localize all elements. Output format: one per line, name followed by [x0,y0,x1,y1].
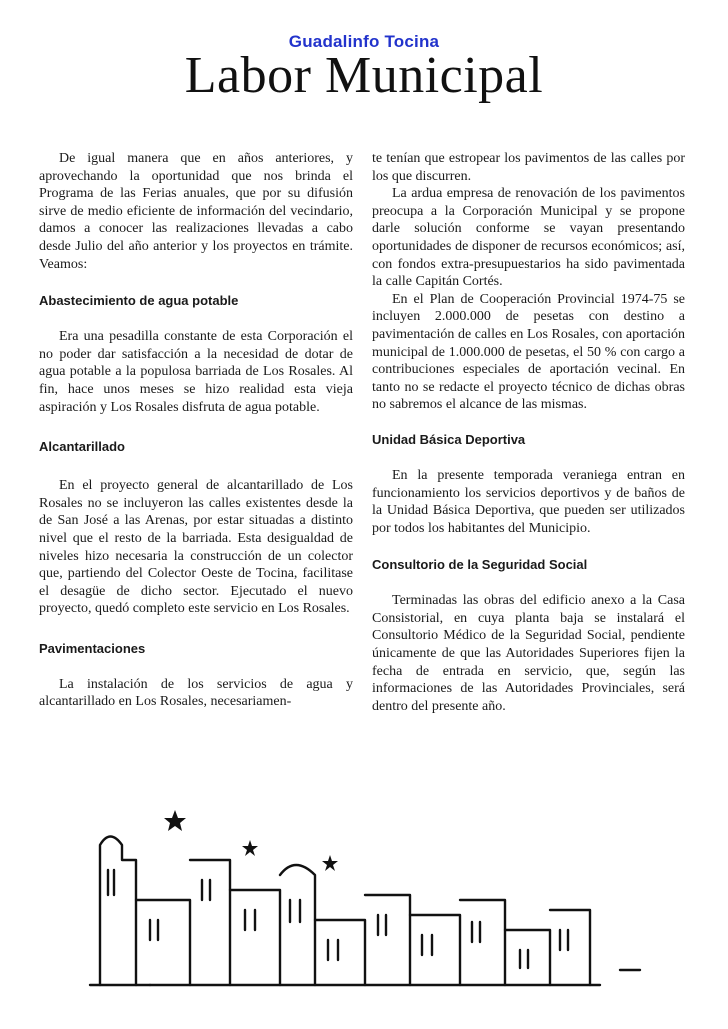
tower-outline [100,837,136,986]
tower-window [108,870,114,895]
house-window [290,900,300,922]
star-icon [242,840,258,856]
house-outline [136,900,190,985]
alcantarillado-heading: Alcantarillado [39,439,125,455]
consultorio-paragraph: Terminadas las obras del edificio anexo a la Casa Consistorial, en cuya planta baja se instalará el Consultorio Médico de la Seguridad Social, pendiente únicamente de que las Autoridades Superiores fijen la fecha de entrada en servicio, que, según las informaciones de las Autoridades Provinciales, será dentro del presente año. [372,593,685,714]
consultorio-heading: Consultorio de la Seguridad Social [372,557,588,573]
page-title: Labor Municipal [184,47,544,104]
house-window [328,940,338,960]
house-outline [280,865,315,985]
house-window [422,935,432,955]
pavimentaciones-paragraph: La instalación de los servicios de agua y alcantarillado en Los Rosales, necesariamen- [39,676,353,710]
star-icon [322,855,338,871]
village-illustration [80,800,660,990]
house-window [202,880,210,900]
deportiva-paragraph: En la presente temporada veraniega entran en funcionamiento los servicios deportivos y de baños de la Unidad Básica Deportiva, que pueden ser utilizados por todos los habitantes del Municipio. [372,467,685,536]
house-outline [460,900,505,985]
house-window [560,930,568,950]
house-outline [365,895,410,985]
star-icon [164,810,186,831]
house-window [378,915,386,935]
house-window [150,920,158,940]
watermark: Guadalinfo Tocina [288,32,440,51]
pavimentos-paragraph: La ardua empresa de renovación de los pavimentos preocupa a la Corporación Municipal y se propone darle solución conforme se vayan presentando oportunidades de disponer de recursos económicos; así, con fondos extra-presupuestarios ha sido pavimentada la calle Capitán Cortés. [372,186,685,290]
house-outline [315,920,365,985]
deportiva-heading: Unidad Básica Deportiva [372,431,526,447]
house-outline [410,915,460,985]
house-window [245,910,255,930]
house-window [472,922,480,942]
intro-paragraph: De igual manera que en años anteriores, y aprovechando la oportunidad que nos brinda el Programa de las Ferias anuales, que por su difusión sirve de medio eficiente de información del vecindario, damos a conocer las realizaciones llevadas a cabo desde Julio del año anterior y los proyectos en trámite. Veamos: [39,151,353,272]
agua-heading: Abastecimiento de agua potable [39,293,239,309]
house-outline [190,860,230,985]
house-window [520,950,528,968]
continuation-paragraph: te tenían que estropear los pavimentos de las calles por los que discurren. [372,151,685,184]
house-outline [230,890,280,985]
plan-paragraph: En el Plan de Cooperación Provincial 1974-75 se incluyen 2.000.000 de pesetas con destino a pavimentación de calles en Los Rosales, con aportación municipal de 1.000.000 de pesetas, el 50 % con cargo a contribuciones especiales de aportación vecinal. En tanto no se redacte el proyecto técnico de dichas obras no sabremos el alcance de las mismas. [372,291,685,413]
agua-paragraph: Era una pesadilla constante de esta Corporación el no poder dar satisfacción a la necesidad de dotar de agua potable a la populosa barriada de Los Rosales. Al fin, hace unos meses se hizo realidad esta vieja aspiración y Los Rosales disfruta de agua potable. [39,329,353,415]
pavimentaciones-heading: Pavimentaciones [39,640,146,656]
left-column [39,150,353,711]
alcantarillado-paragraph: En el proyecto general de alcantarillado de Los Rosales no se incluyeron las calles existentes desde la de San José a las Arenas, por estar situadas a distinto nivel que el resto de la barriada. Esta desigualdad de niveles hizo necesaria la construcción de un colector que, partiendo del Colector Oeste de Tocina, facilitase el desagüe de dicho sector. Ejecutado el nuevo proyecto, quedó completo este servicio en Los Rosales. [39,478,353,617]
house-outline [550,910,590,985]
right-column [372,150,685,715]
